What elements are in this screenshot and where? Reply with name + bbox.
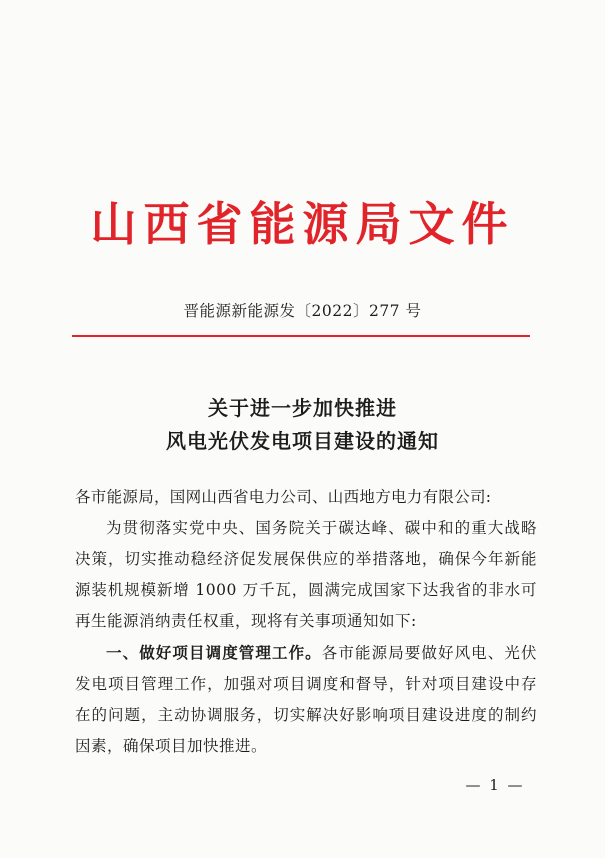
section-1-text: 各市能源局要做好风电、光伏发电项目管理工作，加强对项目调度和督导，针对项目建设中存在的问题，主动协调服务，切实解决好影响项目建设进度的制约因素，确保项目加快推进。 xyxy=(75,644,537,755)
document-number: 晋能源新能源发〔2022〕277 号 xyxy=(183,302,422,320)
paragraph-intro: 为贯彻落实党中央、国务院关于碳达峰、碳中和的重大战略决策，切实推动稳经济促发展保供应的举措落地，确保今年新能源装机规模新增 1000 万千瓦，圆满完成国家下达我省的非水可再生能源消纳责任权重，现将有关事项通知如下: xyxy=(75,519,537,630)
red-separator-rule xyxy=(72,335,530,337)
salutation: 各市能源局，国网山西省电力公司、山西地方电力有限公司: xyxy=(75,488,492,506)
document-title-line-2: 风电光伏发电项目建设的通知 xyxy=(166,429,439,453)
paragraph-section-1 xyxy=(75,637,537,762)
document-title-line-1: 关于进一步加快推进 xyxy=(208,396,397,420)
section-1-heading: 一、做好项目调度管理工作。 xyxy=(106,643,322,662)
page-number: — 1 — xyxy=(465,776,525,794)
document-masthead: 山西省能源局文件 xyxy=(90,197,515,251)
